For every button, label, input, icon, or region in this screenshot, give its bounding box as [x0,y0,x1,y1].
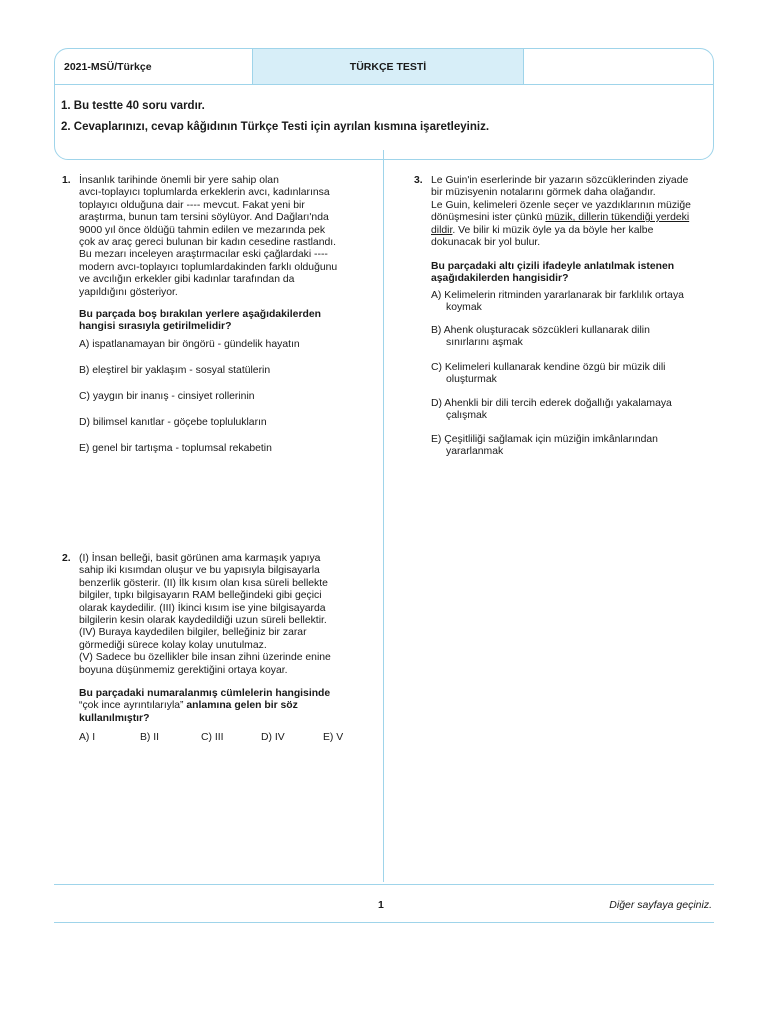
passage-line: (I) İnsan belleği, basit görünen ama karmaşık yapıya [79,553,321,564]
passage-text: . Ve bilir ki müzik öyle ya da böyle her kalbe [452,224,654,236]
footer-bottom-rule [54,922,714,923]
passage-line: çok av araç gereci bulunan bir kadın cesedine rastlandı. [79,237,337,249]
header-empty-cell [523,49,713,85]
option-text: E) Çeşitliliği sağlamak için müziğin imkânlarından [431,434,658,445]
passage-line: (IV) Buraya kaydedilen bilgiler, belleğiniz bir zarar [79,627,307,639]
passage-line: avcı-toplayıcı toplumlarda erkeklerin avcı, kadınlarınsa [79,187,330,199]
stem-line: aşağıdakilerden hangisidir? [431,273,569,285]
question-3-number: 3. [414,175,423,186]
option-text: D) Ahenkli bir dili tercih ederek doğallığı yakalamaya [431,398,672,409]
passage-line: 9000 yıl önce öldüğü tahmin edilen ve mezarında pek [79,224,326,236]
question-3-stem [431,261,731,286]
instruction-1: 1. Bu testte 40 soru vardır. [61,100,205,112]
option-text: C) Kelimeleri kullanarak kendine özgü bir müzik dili [431,362,666,373]
passage-line [431,225,731,237]
q3-option-e[interactable] [431,434,721,459]
option-text: A) Kelimelerin ritminden yararlanarak bir farklılık ortaya [431,290,684,301]
q1-option-c[interactable]: C) yaygın bir inanış - cinsiyet rollerinin [79,391,255,402]
header-box [54,48,714,160]
passage-line: Le Guin'in eserlerinde bir yazarın sözcüklerinden ziyade [431,175,689,186]
stem-line-2 [79,700,379,712]
next-page-note: Diğer sayfaya geçiniz. [609,899,712,911]
instruction-2: 2. Cevaplarınızı, cevap kâğıdının Türkçe Testi için ayrılan kısmına işaretleyiniz. [61,121,490,133]
passage-line: bilgilerin kesin olarak kaydedildiği uzun süreli bellektir. [79,615,327,627]
question-2-stem [79,688,379,725]
question-2-passage [79,553,379,677]
option-text: yararlanmak [446,446,504,458]
passage-line: toplayıcı olduğuna dair ---- mevcut. Fakat yeni bir [79,199,305,211]
q2-option-a[interactable]: A) I [79,732,96,743]
q2-option-b[interactable]: B) II [140,732,160,743]
q1-option-a[interactable]: A) ispatlanamayan bir öngörü - gündelik hayatın [79,339,300,350]
q1-option-d[interactable]: D) bilimsel kanıtlar - göçebe toplulukların [79,417,267,428]
passage-line [431,212,731,224]
passage-line: bir müzisyenin notalarını görmek daha olağandır. [431,187,656,199]
passage-line: görmediği sürece kolay kolay unutulmaz. [79,639,267,651]
underlined-phrase: dildir [431,224,453,236]
underlined-phrase: müzik, dillerin tükendiği yerdeki [545,212,690,224]
passage-line: yapıldığını gösteriyor. [79,286,178,298]
q3-option-c[interactable] [431,362,721,387]
passage-line: İnsanlık tarihinde önemli bir yere sahip olan [79,175,279,186]
question-1-number: 1. [62,175,71,186]
option-text: çalışmak [446,410,487,422]
passage-line: boyuna düşünmemiz gerektiğini ortaya koyar. [79,664,288,676]
passage-line: bilgiler, tıpkı bilgisayarın RAM belleğindeki gibi geçici [79,590,322,602]
q2-options [79,732,379,746]
q3-option-b[interactable] [431,325,721,350]
passage-line: dokunacak bir yol bulur. [431,237,541,249]
option-text: koymak [446,302,482,314]
instructions [61,96,489,138]
footer-top-rule [54,884,714,885]
option-text: sınırlarını aşmak [446,337,523,349]
passage-line: Bu mezarı inceleyen araştırmacılar eski çağlardaki ---- [79,249,328,261]
passage-line: ve avcılığın erkekler gibi kadınlar tarafından da [79,274,295,286]
passage-line: olarak kaydedilir. (III) İkinci kısım ise yine bilgisayarda [79,602,326,614]
stem-line: kullanılmıştır? [79,712,150,724]
question-3-passage [431,175,731,249]
stem-line: Bu parçadaki altı çizili ifadeyle anlatılmak istenen [431,261,675,272]
question-2-number: 2. [62,553,71,564]
q3-option-a[interactable] [431,290,721,315]
passage-line: sahip iki kısımdan oluşur ve bu yapısıyla bilgisayarla [79,565,320,577]
stem-continuation: anlamına gelen bir söz [183,700,298,712]
passage-line: benzerlik gösterir. (II) İlk kısım olan kısa süreli bellekte [79,577,328,589]
exam-code: 2021-MSÜ/Türkçe [55,49,253,85]
passage-text: dönüşmesini ister çünkü [431,212,546,224]
test-title: TÜRKÇE TESTİ [253,49,523,85]
stem-line: Bu parçadaki numaralanmış cümlelerin hangisinde [79,688,331,699]
q2-option-e[interactable]: E) V [323,732,344,743]
passage-line: Le Guin, kelimeleri özenle seçer ve yazdıklarının müziğe [431,199,691,211]
q1-option-e[interactable]: E) genel bir tartışma - toplumsal rekabetin [79,443,272,454]
question-1-stem [79,309,379,334]
q2-option-d[interactable]: D) IV [261,732,285,743]
question-1-passage [79,175,379,299]
q3-option-d[interactable] [431,398,721,423]
quoted-phrase: “çok ince ayrıntılarıyla” [79,700,184,712]
page-number: 1 [378,899,384,911]
q1-option-b[interactable]: B) eleştirel bir yaklaşım - sosyal statülerin [79,365,271,376]
stem-line: Bu parçada boş bırakılan yerlere aşağıdakilerden [79,309,321,320]
stem-line: hangisi sırasıyla getirilmelidir? [79,321,232,333]
passage-line: modern avcı-toplayıcı toplumlardakinden farklı olduğunu [79,261,338,273]
passage-line: (V) Sadece bu özellikler bile insan zihni üzerinde enine [79,652,331,664]
option-text: oluşturmak [446,374,497,386]
passage-line: araştırma, bunun tam tersini söylüyor. And Dağları'nda [79,212,329,224]
option-text: B) Ahenk oluşturacak sözcükleri kullanarak dilin [431,325,650,336]
column-divider [383,150,384,882]
q2-option-c[interactable]: C) III [201,732,224,743]
